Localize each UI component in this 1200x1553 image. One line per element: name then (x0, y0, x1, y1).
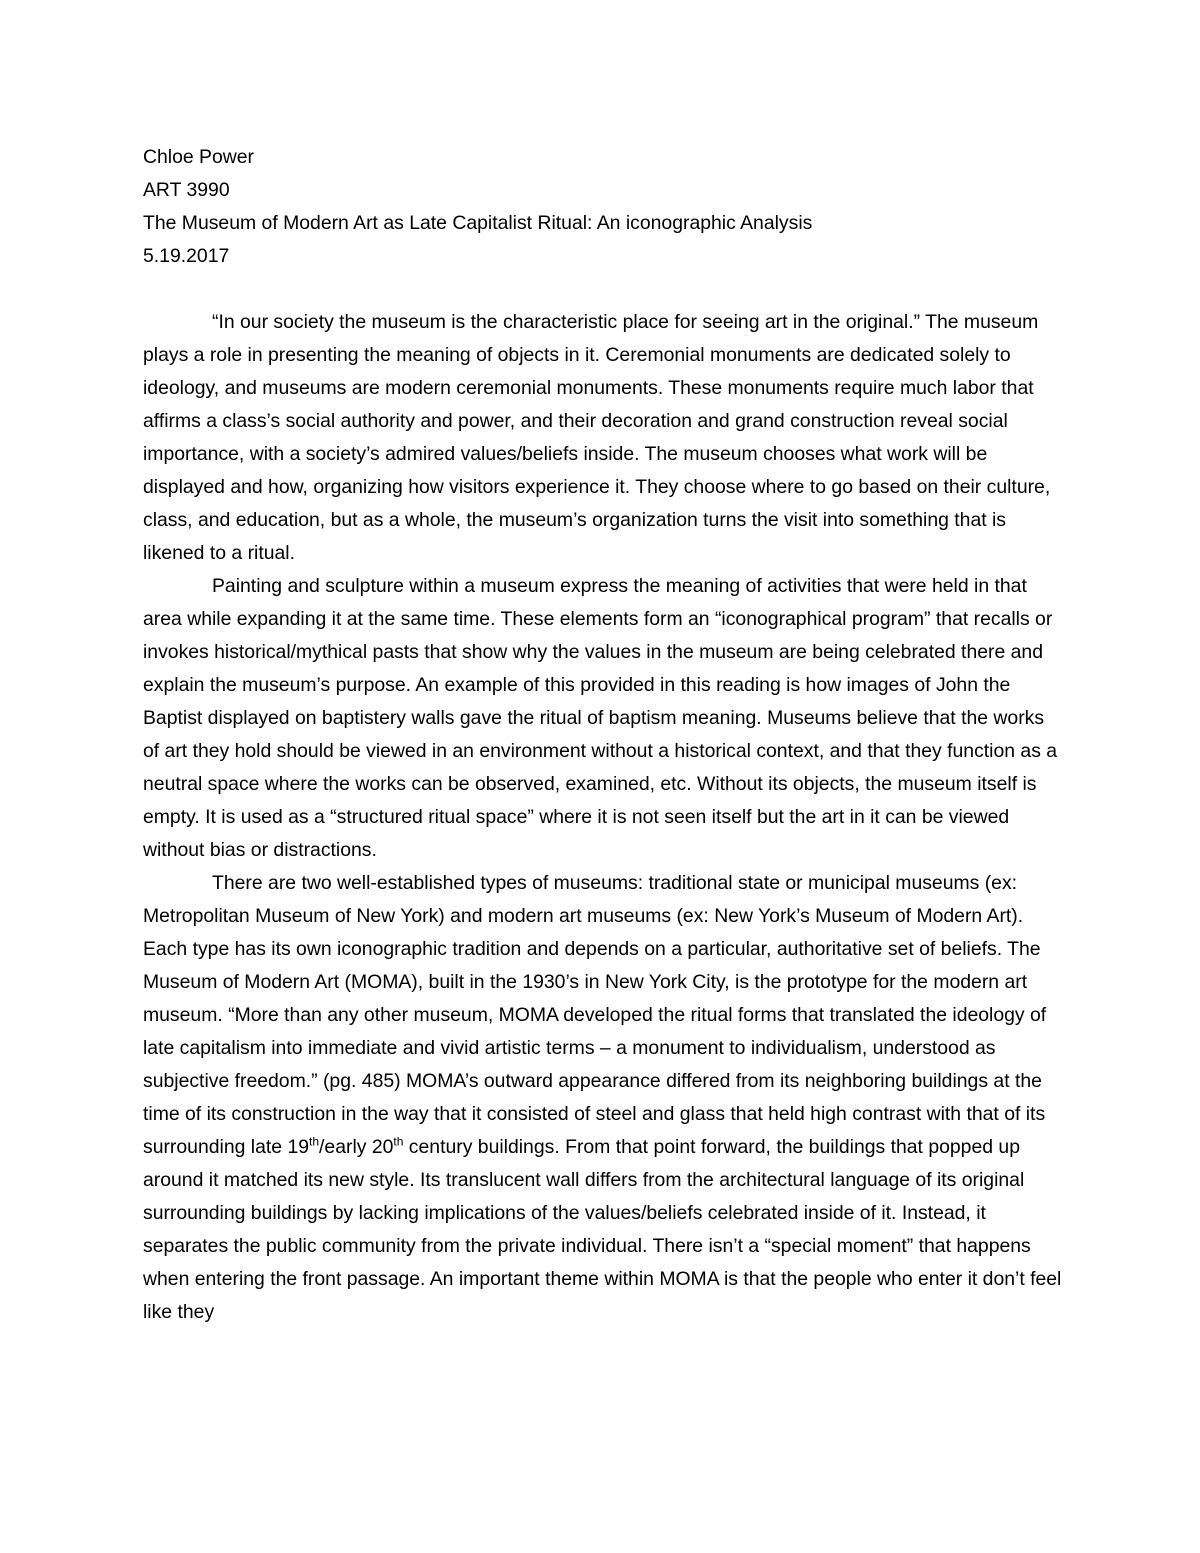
superscript-th-1: th (309, 1134, 320, 1149)
superscript-th-2: th (393, 1134, 404, 1149)
document-content (143, 141, 1063, 1329)
paragraph-2: Painting and sculpture within a museum express the meaning of activities that were held in that area while expanding it at the same time. These elements form an “iconographical program” that recalls or invokes historical/mythical pasts that show why the values in the museum are being celebrated there and explain the museum’s purpose. An example of this provided in this reading is how images of John the Baptist displayed on baptistery walls gave the ritual of baptism meaning. Museums believe that the works of art they hold should be viewed in an environment without a historical context, and that they function as a neutral space where the works can be observed, examined, etc. Without its objects, the museum itself is empty. It is used as a “structured ritual space” where it is not seen itself but the art in it can be viewed without bias or distractions. (143, 575, 1058, 861)
document-title: The Museum of Modern Art as Late Capitalist Ritual: An iconographic Analysis (143, 212, 813, 234)
paragraph-3-text-a: There are two well-established types of museums: traditional state or municipal museums (ex: Metropolitan Museum of New York) and modern art museums (ex: New York’s Museum of Modern Art). Each type has its own iconographic tradition and depends on a particular, authoritative set of beliefs. The Museum of Modern Art (MOMA), built in the 1930’s in New York City, is the prototype for the modern art museum. “More than any other museum, MOMA developed the ritual forms that translated the ideology of late capitalism into immediate and vivid artistic terms – a monument to individualism, understood as subjective freedom.” (pg. 485) MOMA’s outward appearance differed from its neighboring buildings at the time of its construction in the way that it consisted of steel and glass that held high contrast with that of its surrounding late 19 (143, 872, 1047, 1158)
course-code: ART 3990 (143, 179, 230, 201)
paragraph-1: “In our society the museum is the characteristic place for seeing art in the original.” The museum plays a role in presenting the meaning of objects in it. Ceremonial monuments are dedicated solely to ideology, and museums are modern ceremonial monuments. These monuments require much labor that affirms a class’s social authority and power, and their decoration and grand construction reveal social importance, with a society’s admired values/beliefs inside. The museum chooses what work will be displayed and how, organizing how visitors experience it. They choose where to go based on their culture, class, and education, but as a whole, the museum’s organization turns the visit into something that is likened to a ritual. (143, 311, 1051, 564)
document-header (143, 141, 1063, 273)
document-date: 5.19.2017 (143, 245, 230, 267)
paragraph-3-text-c: century buildings. From that point forward, the buildings that popped up around it matched its new style. Its translucent wall differs from the architectural language of its original surrounding buildings by lacking implications of the values/beliefs celebrated inside of it. Instead, it separates the public community from the private individual. There isn’t a “special moment” that happens when entering the front passage. An important theme within MOMA is that the people who enter it don’t feel like they (143, 1136, 1062, 1323)
author-name: Chloe Power (143, 146, 255, 168)
paragraph-3 (143, 867, 1063, 1329)
paragraph-3-text-b: /early 20 (319, 1136, 394, 1158)
